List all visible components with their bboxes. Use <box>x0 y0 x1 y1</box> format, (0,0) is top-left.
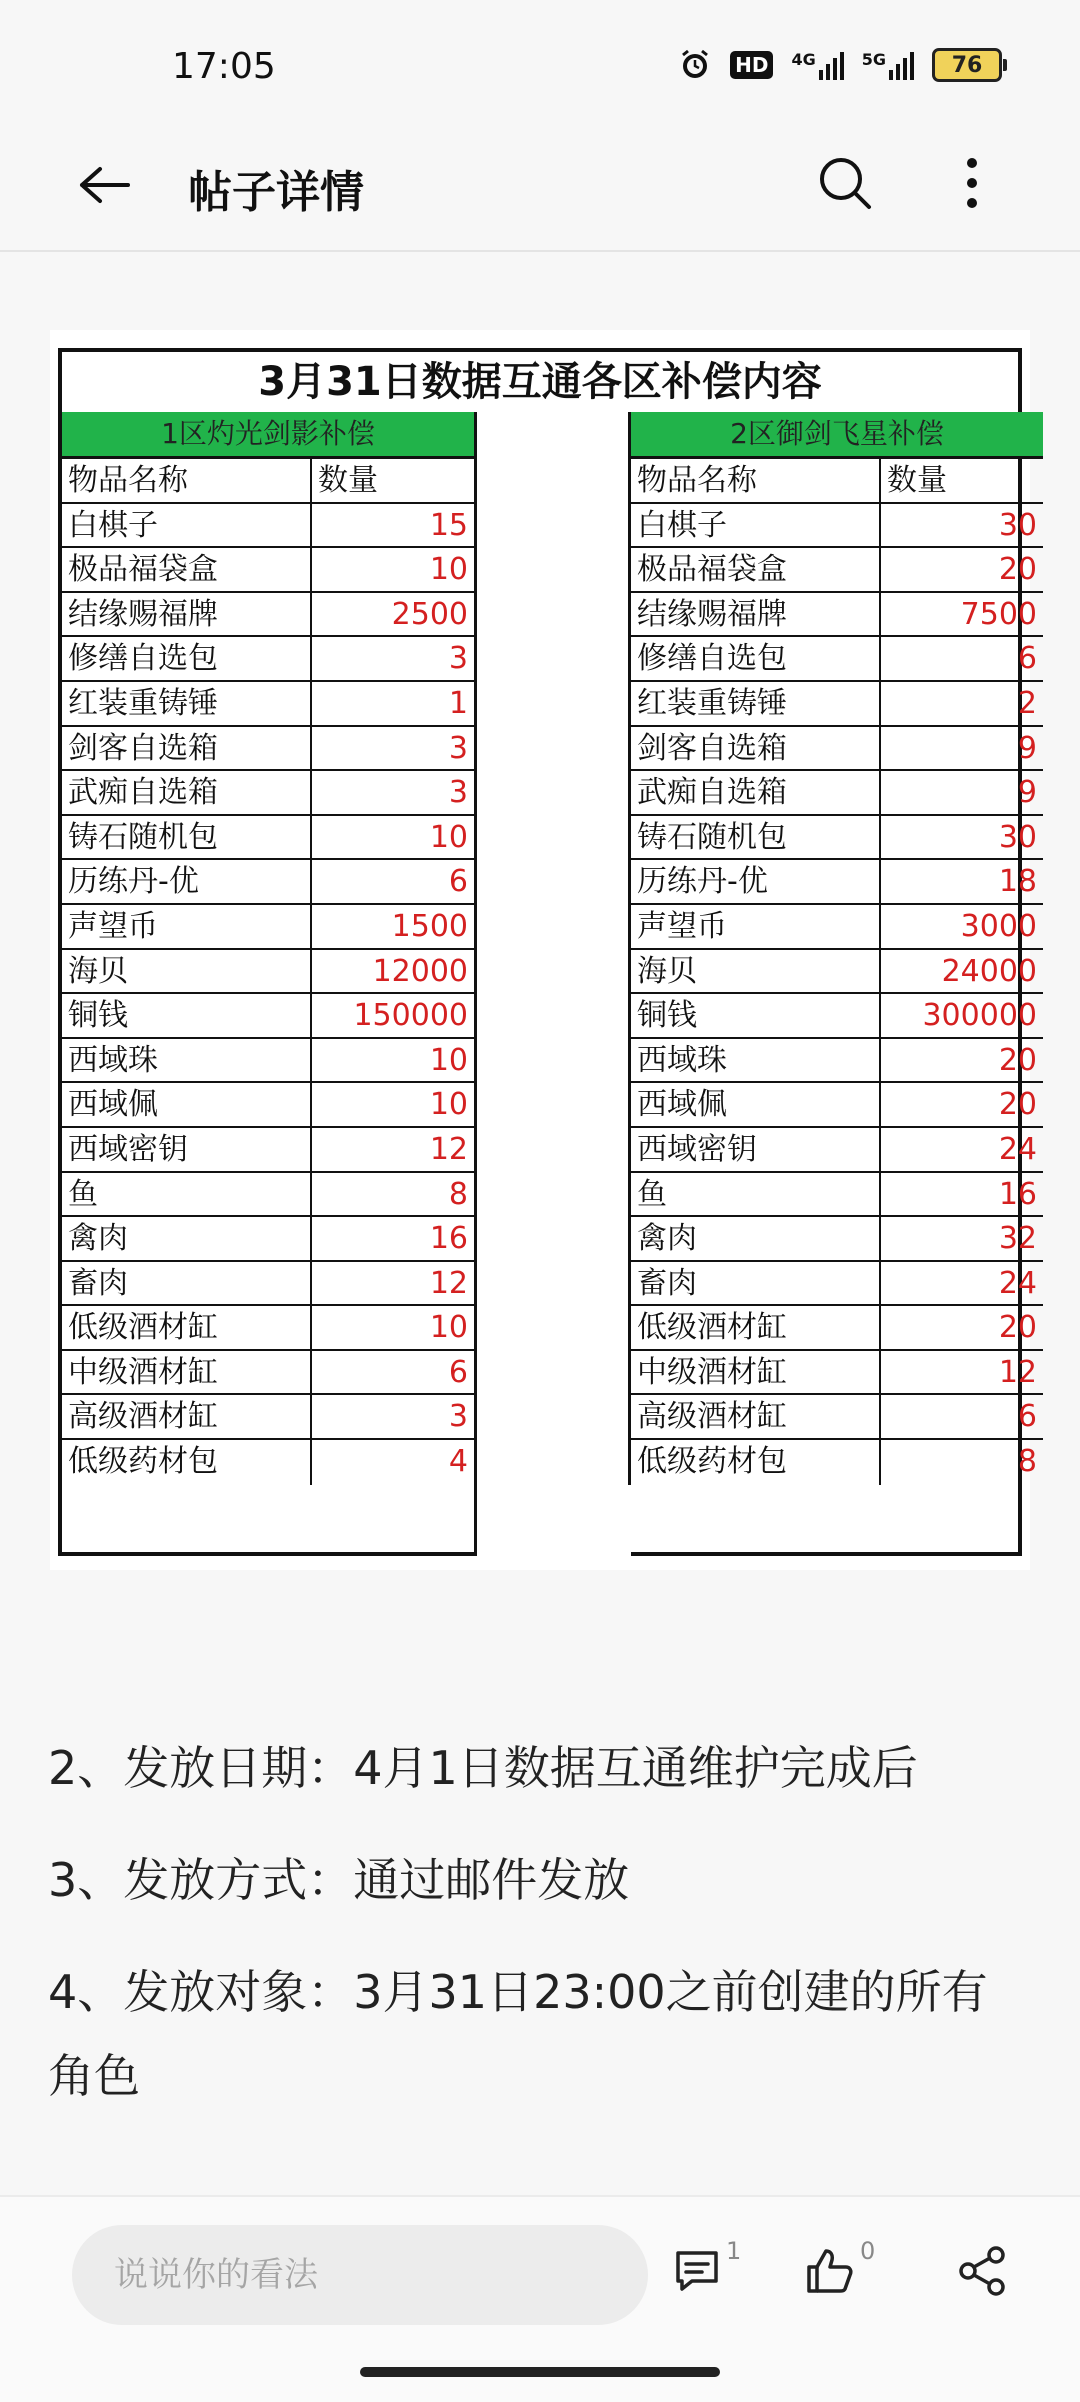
item-qty: 8 <box>448 1176 468 1212</box>
table-row <box>62 1083 474 1128</box>
item-qty: 20 <box>998 552 1037 588</box>
table-row <box>62 994 474 1039</box>
table-row <box>631 1306 1043 1351</box>
table-row <box>62 950 474 995</box>
item-name: 剑客自选箱 <box>631 727 881 770</box>
item-name: 白棋子 <box>631 504 881 547</box>
item-name: 结缘赐福牌 <box>62 593 312 636</box>
back-button[interactable] <box>70 150 140 220</box>
item-name: 极品福袋盒 <box>62 548 312 591</box>
table-row <box>62 548 474 593</box>
item-name: 红装重铸锤 <box>62 682 312 725</box>
table-row <box>631 994 1043 1039</box>
alarm-icon <box>678 48 712 82</box>
item-qty: 6 <box>448 1354 468 1390</box>
item-name: 历练丹-优 <box>62 860 312 903</box>
comment-input[interactable] <box>72 2225 648 2325</box>
column-header-name: 物品名称 <box>62 459 312 502</box>
table-row <box>631 1217 1043 1262</box>
item-name: 海贝 <box>62 950 312 993</box>
table-row <box>62 1440 474 1485</box>
table-row <box>631 1395 1043 1440</box>
body-line-target <box>48 1964 1028 2104</box>
zone-1 <box>62 412 474 1485</box>
zone-heading: 2区御剑飞星补偿 <box>631 412 1043 459</box>
table-header-row <box>62 459 474 504</box>
item-qty: 2500 <box>391 596 468 632</box>
item-qty: 20 <box>998 1042 1037 1078</box>
item-qty: 3 <box>448 775 468 811</box>
item-qty: 30 <box>998 507 1037 543</box>
item-qty: 10 <box>429 819 468 855</box>
item-qty: 24000 <box>941 953 1037 989</box>
table-row <box>62 1306 474 1351</box>
table-title: 3月31日数据互通各区补偿内容 <box>62 352 1018 415</box>
comment-button[interactable] <box>672 2237 742 2315</box>
column-header-name: 物品名称 <box>631 459 881 502</box>
item-name: 武痴自选箱 <box>631 771 881 814</box>
table-row <box>631 905 1043 950</box>
table-row <box>62 816 474 861</box>
item-qty: 9 <box>1017 775 1037 811</box>
zone-heading: 1区灼光剑影补偿 <box>62 412 474 459</box>
body-line-target-a: 4、发放对象：3月31日23:00之前创建的所有 <box>48 1965 988 2019</box>
page-title: 帖子详情 <box>188 167 364 218</box>
item-qty: 16 <box>429 1221 468 1257</box>
table-row <box>631 1083 1043 1128</box>
item-qty: 2 <box>1017 685 1037 721</box>
table-row <box>62 504 474 549</box>
item-qty: 16 <box>998 1176 1037 1212</box>
item-qty: 9 <box>1017 730 1037 766</box>
item-qty: 6 <box>1017 1399 1037 1435</box>
item-qty: 300000 <box>922 998 1037 1034</box>
table-row <box>62 905 474 950</box>
item-name: 中级酒材缸 <box>631 1351 881 1394</box>
table-row <box>631 771 1043 816</box>
signal-5g-icon <box>862 50 914 80</box>
item-qty: 12 <box>429 1131 468 1167</box>
table-row <box>62 1351 474 1396</box>
item-qty: 6 <box>1017 641 1037 677</box>
table-row <box>631 1039 1043 1084</box>
table-gap <box>474 412 631 1556</box>
net-label-5g: 5G <box>861 50 886 69</box>
item-name: 西域密钥 <box>631 1128 881 1171</box>
item-qty: 32 <box>998 1221 1037 1257</box>
item-name: 海贝 <box>631 950 881 993</box>
app-header <box>0 120 1080 252</box>
table-row <box>62 1173 474 1218</box>
table-row <box>62 771 474 816</box>
body-line-date: 2、发放日期：4月1日数据互通维护完成后 <box>48 1741 918 1795</box>
item-name: 中级酒材缸 <box>62 1351 312 1394</box>
hd-icon: HD <box>730 51 773 79</box>
item-qty: 1 <box>448 685 468 721</box>
item-qty: 7500 <box>960 596 1037 632</box>
item-qty: 3 <box>448 1399 468 1435</box>
item-qty: 30 <box>998 819 1037 855</box>
post-image[interactable] <box>50 330 1037 1570</box>
item-name: 高级酒材缸 <box>62 1395 312 1438</box>
item-name: 低级药材包 <box>631 1440 881 1485</box>
item-name: 红装重铸锤 <box>631 682 881 725</box>
bottom-bar <box>0 2195 1080 2402</box>
item-name: 禽肉 <box>631 1217 881 1260</box>
like-button[interactable] <box>804 2237 876 2315</box>
item-name: 鱼 <box>631 1173 881 1216</box>
thumbs-up-icon <box>804 2245 856 2297</box>
item-qty: 10 <box>429 552 468 588</box>
item-qty: 20 <box>998 1310 1037 1346</box>
item-qty: 24 <box>998 1265 1037 1301</box>
table-row <box>62 1217 474 1262</box>
table-row <box>631 1262 1043 1307</box>
search-button[interactable] <box>810 148 880 218</box>
item-qty: 150000 <box>353 998 468 1034</box>
item-name: 西域密钥 <box>62 1128 312 1171</box>
item-qty: 10 <box>429 1042 468 1078</box>
body-line-target-b: 角色 <box>48 2049 140 2103</box>
item-qty: 3 <box>448 730 468 766</box>
net-label-4g: 4G <box>791 50 816 69</box>
item-name: 结缘赐福牌 <box>631 593 881 636</box>
table-row <box>62 1039 474 1084</box>
table-row <box>62 593 474 638</box>
battery-icon: 76 <box>932 48 1002 82</box>
item-name: 白棋子 <box>62 504 312 547</box>
table-row <box>631 682 1043 727</box>
table-row <box>631 950 1043 995</box>
item-qty: 10 <box>429 1087 468 1123</box>
item-name: 极品福袋盒 <box>631 548 881 591</box>
item-name: 铜钱 <box>62 994 312 1037</box>
comment-icon <box>672 2245 722 2295</box>
table-row <box>62 860 474 905</box>
item-name: 修缮自选包 <box>62 637 312 680</box>
table-row <box>631 1173 1043 1218</box>
item-name: 低级酒材缸 <box>62 1306 312 1349</box>
item-name: 畜肉 <box>62 1262 312 1305</box>
table-row <box>631 1440 1043 1485</box>
more-button[interactable] <box>942 148 1002 218</box>
comment-count: 1 <box>726 2237 742 2265</box>
item-name: 低级酒材缸 <box>631 1306 881 1349</box>
item-qty: 10 <box>429 1310 468 1346</box>
item-name: 武痴自选箱 <box>62 771 312 814</box>
item-name: 铜钱 <box>631 994 881 1037</box>
item-name: 历练丹-优 <box>631 860 881 903</box>
table-row <box>631 860 1043 905</box>
item-qty: 12000 <box>372 953 468 989</box>
item-name: 畜肉 <box>631 1262 881 1305</box>
item-name: 西域珠 <box>62 1039 312 1082</box>
item-name: 高级酒材缸 <box>631 1395 881 1438</box>
item-name: 低级药材包 <box>62 1440 312 1485</box>
item-qty: 4 <box>448 1444 468 1480</box>
item-qty: 20 <box>998 1087 1037 1123</box>
more-vertical-icon <box>965 157 979 209</box>
post-body <box>48 1740 1028 2104</box>
item-name: 铸石随机包 <box>631 816 881 859</box>
item-name: 修缮自选包 <box>631 637 881 680</box>
zone-2 <box>628 412 1043 1485</box>
item-name: 西域佩 <box>62 1083 312 1126</box>
item-qty: 3 <box>448 641 468 677</box>
status-bar <box>0 0 1080 140</box>
item-qty: 18 <box>998 864 1037 900</box>
column-header-qty: 数量 <box>887 463 947 498</box>
item-qty: 12 <box>998 1354 1037 1390</box>
item-qty: 6 <box>448 864 468 900</box>
table-row <box>62 1395 474 1440</box>
table-row <box>62 1262 474 1307</box>
table-row <box>631 504 1043 549</box>
status-icons <box>678 48 1002 82</box>
table-row <box>631 593 1043 638</box>
compensation-table <box>58 348 1037 1556</box>
share-icon <box>956 2245 1008 2297</box>
table-row <box>631 637 1043 682</box>
table-row <box>62 682 474 727</box>
table-row <box>62 727 474 772</box>
item-qty: 1500 <box>391 908 468 944</box>
item-qty: 8 <box>1017 1444 1037 1480</box>
item-qty: 15 <box>429 507 468 543</box>
item-name: 鱼 <box>62 1173 312 1216</box>
arrow-left-icon <box>78 165 132 205</box>
item-name: 西域佩 <box>631 1083 881 1126</box>
table-row <box>631 816 1043 861</box>
table-row <box>631 1128 1043 1173</box>
item-qty: 12 <box>429 1265 468 1301</box>
item-name: 剑客自选箱 <box>62 727 312 770</box>
column-header-qty: 数量 <box>318 463 378 498</box>
like-count: 0 <box>860 2237 876 2265</box>
status-time: 17:05 <box>172 46 276 87</box>
item-name: 铸石随机包 <box>62 816 312 859</box>
table-row <box>62 637 474 682</box>
item-qty: 24 <box>998 1131 1037 1167</box>
search-icon <box>816 154 874 212</box>
home-indicator[interactable] <box>360 2367 720 2377</box>
table-row <box>631 548 1043 593</box>
item-name: 声望币 <box>631 905 881 948</box>
signal-4g-icon <box>791 50 843 80</box>
share-button[interactable] <box>956 2245 1008 2315</box>
item-name: 西域珠 <box>631 1039 881 1082</box>
table-row <box>631 727 1043 772</box>
item-name: 禽肉 <box>62 1217 312 1260</box>
table-header-row <box>631 459 1043 504</box>
table-row <box>62 1128 474 1173</box>
table-row <box>631 1351 1043 1396</box>
item-name: 声望币 <box>62 905 312 948</box>
body-line-method: 3、发放方式：通过邮件发放 <box>48 1853 630 1907</box>
item-qty: 3000 <box>960 908 1037 944</box>
